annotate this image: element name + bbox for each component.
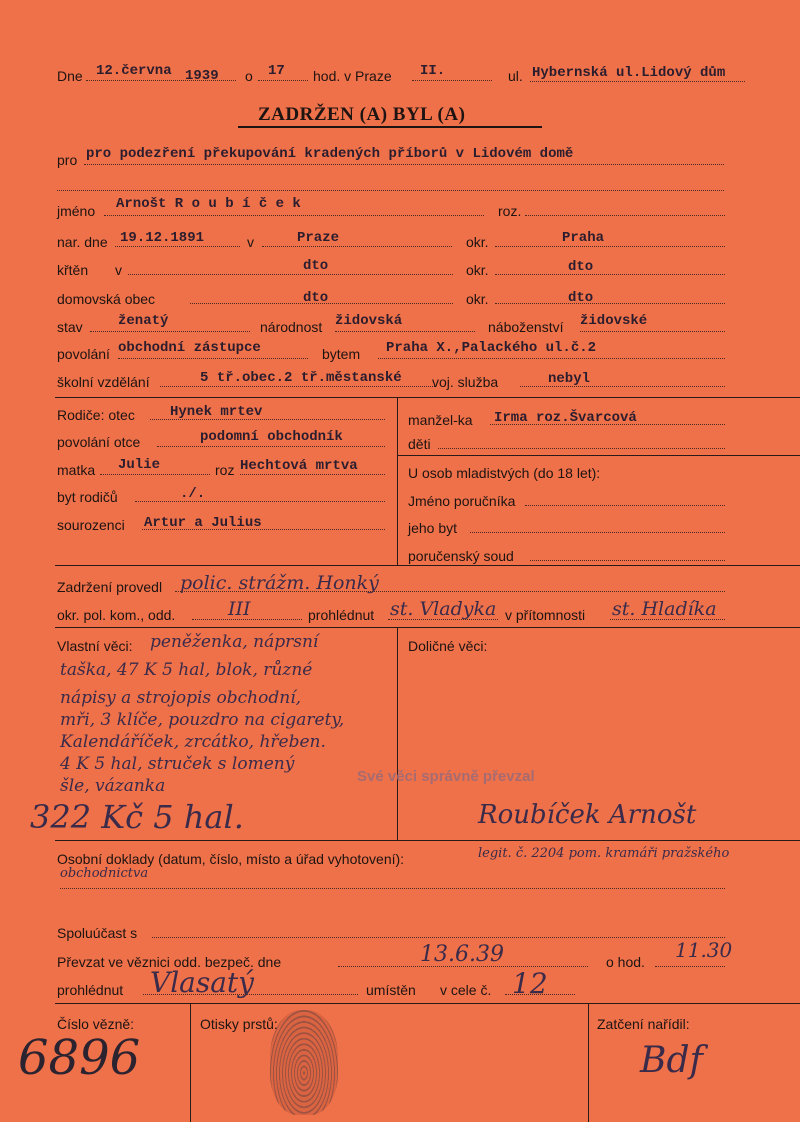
birthplace-value: Praze bbox=[297, 230, 340, 246]
father-occupation-value: podomní obchodník bbox=[200, 429, 343, 445]
belongings-line-1: peněženka, náprsní bbox=[150, 632, 319, 652]
domicile-okr-value: dto bbox=[568, 290, 594, 306]
religion-label: náboženství bbox=[488, 319, 564, 335]
fingerprints-label: Otisky prstů: bbox=[200, 1016, 278, 1032]
domicile-okr-label: okr. bbox=[466, 291, 489, 307]
bottom-divider-2 bbox=[588, 1003, 589, 1122]
minors-box-rule bbox=[397, 455, 800, 456]
belongings-line-7: šle, vázanka bbox=[60, 776, 166, 796]
spouse-label: manžel-ka bbox=[408, 412, 473, 428]
prisoner-signature: Roubíček Arnošt bbox=[478, 800, 697, 830]
nationality-label: národnost bbox=[260, 319, 323, 335]
residence-value: Praha X.,Palackého ul.č.2 bbox=[386, 340, 597, 356]
complicity-label: Spoluúčast s bbox=[57, 925, 138, 941]
hod-praha-label: hod. v Praze bbox=[313, 68, 392, 84]
religion-value: židovské bbox=[580, 313, 648, 329]
birthdate-value: 19.12.1891 bbox=[120, 230, 205, 246]
searched-by-value: st. Vladyka bbox=[390, 598, 497, 620]
documents-label: Osobní doklady (datum, číslo, místo a úřad vyhotovení): bbox=[57, 851, 405, 867]
form-title: ZADRŽEN (A) BYL (A) bbox=[258, 104, 466, 125]
detained-by-label: Zadržení provedl bbox=[57, 579, 163, 595]
documents-value-1: legit. č. 2204 pom. kramáři pražského bbox=[478, 846, 730, 861]
parents-residence-label: byt rodičů bbox=[57, 489, 118, 505]
education-label: školní vzdělání bbox=[57, 374, 150, 390]
received-label: Převzat ve věznici odd. bezpeč. dne bbox=[57, 954, 282, 970]
date-label: Dne bbox=[57, 68, 83, 84]
placed-label: umístěn bbox=[366, 982, 416, 998]
prisoner-number-value: 6896 bbox=[18, 1030, 141, 1086]
detained-by-value: polic. strážm. Honký bbox=[180, 572, 379, 594]
christened-okr-value: dto bbox=[568, 259, 594, 275]
hour-o-label: o bbox=[245, 68, 253, 84]
arrest-ordered-signature: Bdf bbox=[640, 1040, 703, 1081]
reason-label: pro bbox=[57, 152, 78, 168]
reason-value: pro podezření překupování kradených příborů v Lidovém domě bbox=[86, 146, 574, 162]
inspected-label: prohlédnut bbox=[57, 982, 124, 998]
hour-value: 17 bbox=[268, 63, 285, 79]
domicile-value: dto bbox=[303, 290, 329, 306]
documents-value-2: obchodnictva bbox=[60, 866, 149, 881]
bottom-box-top-rule bbox=[55, 1003, 800, 1004]
inspected-value: Vlasatý bbox=[150, 966, 255, 999]
belongings-line-5: Kalendáříček, zrcátko, hřeben. bbox=[60, 732, 326, 752]
arrest-ordered-label: Zatčení nařídil: bbox=[597, 1016, 690, 1032]
prisoner-number-label: Číslo vězně: bbox=[57, 1016, 135, 1032]
cell-value: 12 bbox=[512, 967, 548, 1000]
family-box-top-rule bbox=[55, 397, 800, 398]
guardianship-court-label: poručenský soud bbox=[408, 548, 514, 564]
family-divider bbox=[397, 397, 398, 565]
belongings-line-3: nápisy a strojopis obchodní, bbox=[60, 688, 302, 708]
belongings-box-top-rule bbox=[55, 627, 800, 628]
presence-value: st. Hladíka bbox=[612, 598, 717, 620]
belongings-line-2: taška, 47 K 5 hal, blok, různé bbox=[60, 660, 313, 680]
christened-okr-label: okr. bbox=[466, 262, 489, 278]
district-office-value: III bbox=[228, 598, 251, 620]
fingerprint-image bbox=[270, 1010, 338, 1115]
father-value: Hynek mrtev bbox=[170, 404, 263, 420]
birthdate-label: nar. dne bbox=[57, 234, 108, 250]
date-value: 12.června bbox=[96, 63, 172, 79]
residence-label: bytem bbox=[322, 346, 361, 362]
year-value: 1939 bbox=[185, 68, 219, 84]
cell-label: v cele č. bbox=[440, 982, 492, 998]
father-occupation-label: povolání otce bbox=[57, 434, 141, 450]
district-value: II. bbox=[420, 63, 446, 79]
education-value: 5 tř.obec.2 tř.městanské bbox=[200, 370, 402, 386]
marital-label: stav bbox=[57, 319, 83, 335]
guardian-residence-label: jeho byt bbox=[408, 520, 458, 536]
belongings-line-6: 4 K 5 hal, struček s lomený bbox=[60, 754, 295, 774]
military-value: nebyl bbox=[548, 371, 591, 387]
guardian-label: Jméno poručníka bbox=[408, 493, 516, 509]
presence-label: v přítomnosti bbox=[505, 607, 586, 623]
minors-heading: U osob mladistvých (do 18 let): bbox=[408, 465, 601, 481]
nationality-value: židovská bbox=[335, 313, 403, 329]
siblings-label: sourozenci bbox=[57, 517, 125, 533]
belongings-total: 322 Kč 5 hal. bbox=[30, 798, 244, 836]
evidence-label: Doličné věci: bbox=[408, 638, 488, 654]
bottom-divider-1 bbox=[190, 1003, 191, 1122]
family-box-bottom-rule bbox=[55, 565, 800, 566]
belongings-line-4: mři, 3 klíče, pouzdro na cigarety, bbox=[60, 710, 345, 730]
searched-label: prohlédnut bbox=[308, 607, 375, 623]
received-stamp: Své věci správně převzal bbox=[357, 768, 535, 785]
occupation-value: obchodní zástupce bbox=[118, 340, 261, 356]
domicile-label: domovská obec bbox=[57, 291, 156, 307]
birth-okr-label: okr. bbox=[466, 234, 489, 250]
siblings-value: Artur a Julius bbox=[144, 515, 262, 531]
street-value: Hybernská ul.Lidový dům bbox=[532, 65, 726, 81]
mother-birthname-label: roz bbox=[215, 462, 235, 478]
parents-residence-value: ./. bbox=[180, 486, 206, 502]
name-label: jméno bbox=[57, 203, 96, 219]
belongings-label: Vlastní věci: bbox=[57, 638, 133, 654]
belongings-divider bbox=[397, 627, 398, 840]
birthplace-label: v bbox=[247, 234, 254, 250]
mother-label: matka bbox=[57, 462, 96, 478]
christened-place-value: dto bbox=[303, 258, 329, 274]
mother-value: Julie bbox=[118, 457, 161, 473]
birth-okr-value: Praha bbox=[562, 230, 605, 246]
name-value: Arnošt R o u b í č e k bbox=[116, 196, 301, 212]
military-label: voj. služba bbox=[432, 374, 499, 390]
children-label: děti bbox=[408, 436, 431, 452]
spouse-value: Irma roz.Švarcová bbox=[494, 410, 637, 426]
christened-v-label: v bbox=[115, 262, 122, 278]
birthname-label: roz. bbox=[498, 203, 522, 219]
occupation-label: povolání bbox=[57, 346, 110, 362]
street-label: ul. bbox=[508, 68, 523, 84]
district-office-label: okr. pol. kom., odd. bbox=[57, 607, 176, 623]
belongings-box-bottom-rule bbox=[55, 840, 800, 841]
mother-birthname-value: Hechtová mrtva bbox=[240, 458, 358, 474]
received-date: 13.6.39 bbox=[420, 942, 504, 967]
received-hour-label: o hod. bbox=[606, 954, 645, 970]
title-underline bbox=[238, 126, 542, 128]
christened-label: křtěn bbox=[57, 262, 89, 278]
father-label: Rodiče: otec bbox=[57, 407, 135, 423]
received-hour-value: 11.30 bbox=[675, 938, 733, 962]
marital-value: ženatý bbox=[118, 313, 169, 329]
